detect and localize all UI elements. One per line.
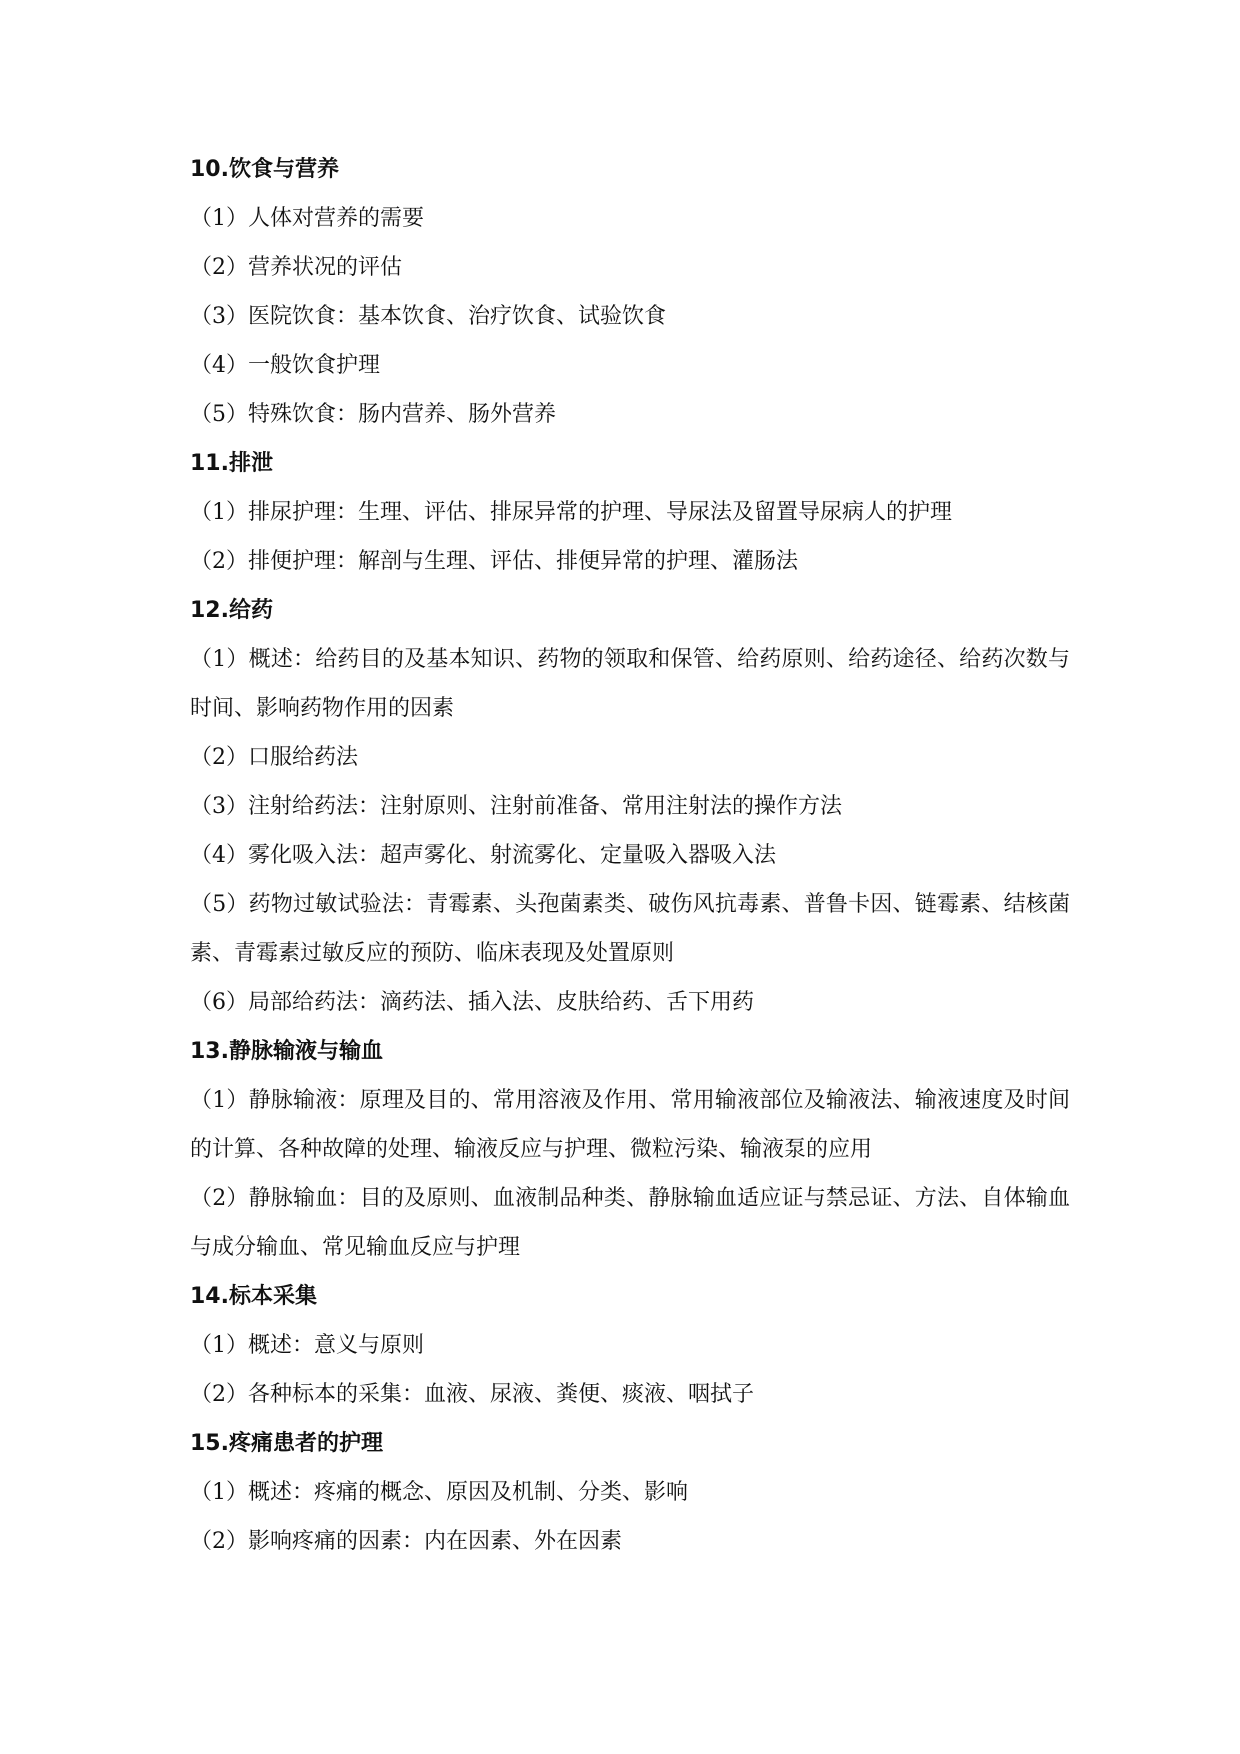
section-infusion-transfusion [190, 1027, 1070, 1272]
list-item: （3）注射给药法：注射原则、注射前准备、常用注射法的操作方法 [190, 794, 842, 819]
list-item: （3）医院饮食：基本饮食、治疗饮食、试验饮食 [190, 304, 666, 329]
section-medication [190, 586, 1070, 1027]
section-heading: 14.标本采集 [190, 1284, 317, 1309]
document-page [190, 145, 1070, 1566]
list-item: （2）营养状况的评估 [190, 255, 402, 280]
section-excretion [190, 439, 1070, 586]
section-diet-nutrition [190, 145, 1070, 439]
list-item: （2）影响疼痛的因素：内在因素、外在因素 [190, 1529, 622, 1554]
list-item: （2）排便护理：解剖与生理、评估、排便异常的护理、灌肠法 [190, 549, 798, 574]
list-item: （4）雾化吸入法：超声雾化、射流雾化、定量吸入器吸入法 [190, 843, 776, 868]
list-item: （5）药物过敏试验法：青霉素、头孢菌素类、破伤风抗毒素、普鲁卡因、链霉素、结核菌素、青霉素过敏反应的预防、临床表现及处置原则 [190, 892, 1070, 966]
list-item: （5）特殊饮食：肠内营养、肠外营养 [190, 402, 556, 427]
list-item: （1）排尿护理：生理、评估、排尿异常的护理、导尿法及留置导尿病人的护理 [190, 500, 952, 525]
list-item: （6）局部给药法：滴药法、插入法、皮肤给药、舌下用药 [190, 990, 754, 1015]
section-heading: 15.疼痛患者的护理 [190, 1431, 383, 1456]
list-item: （1）概述：给药目的及基本知识、药物的领取和保管、给药原则、给药途径、给药次数与时间、影响药物作用的因素 [190, 647, 1070, 721]
section-specimen-collection [190, 1272, 1070, 1419]
section-heading: 10.饮食与营养 [190, 157, 339, 182]
section-heading: 12.给药 [190, 598, 273, 623]
section-pain-care [190, 1419, 1070, 1566]
list-item: （4）一般饮食护理 [190, 353, 380, 378]
list-item: （1）人体对营养的需要 [190, 206, 424, 231]
list-item: （1）概述：疼痛的概念、原因及机制、分类、影响 [190, 1480, 688, 1505]
list-item: （2）各种标本的采集：血液、尿液、粪便、痰液、咽拭子 [190, 1382, 754, 1407]
list-item: （1）概述：意义与原则 [190, 1333, 424, 1358]
section-heading: 13.静脉输液与输血 [190, 1039, 383, 1064]
list-item: （2）口服给药法 [190, 745, 358, 770]
list-item: （2）静脉输血：目的及原则、血液制品种类、静脉输血适应证与禁忌证、方法、自体输血与成分输血、常见输血反应与护理 [190, 1186, 1070, 1260]
list-item: （1）静脉输液：原理及目的、常用溶液及作用、常用输液部位及输液法、输液速度及时间的计算、各种故障的处理、输液反应与护理、微粒污染、输液泵的应用 [190, 1088, 1070, 1162]
section-heading: 11.排泄 [190, 451, 273, 476]
